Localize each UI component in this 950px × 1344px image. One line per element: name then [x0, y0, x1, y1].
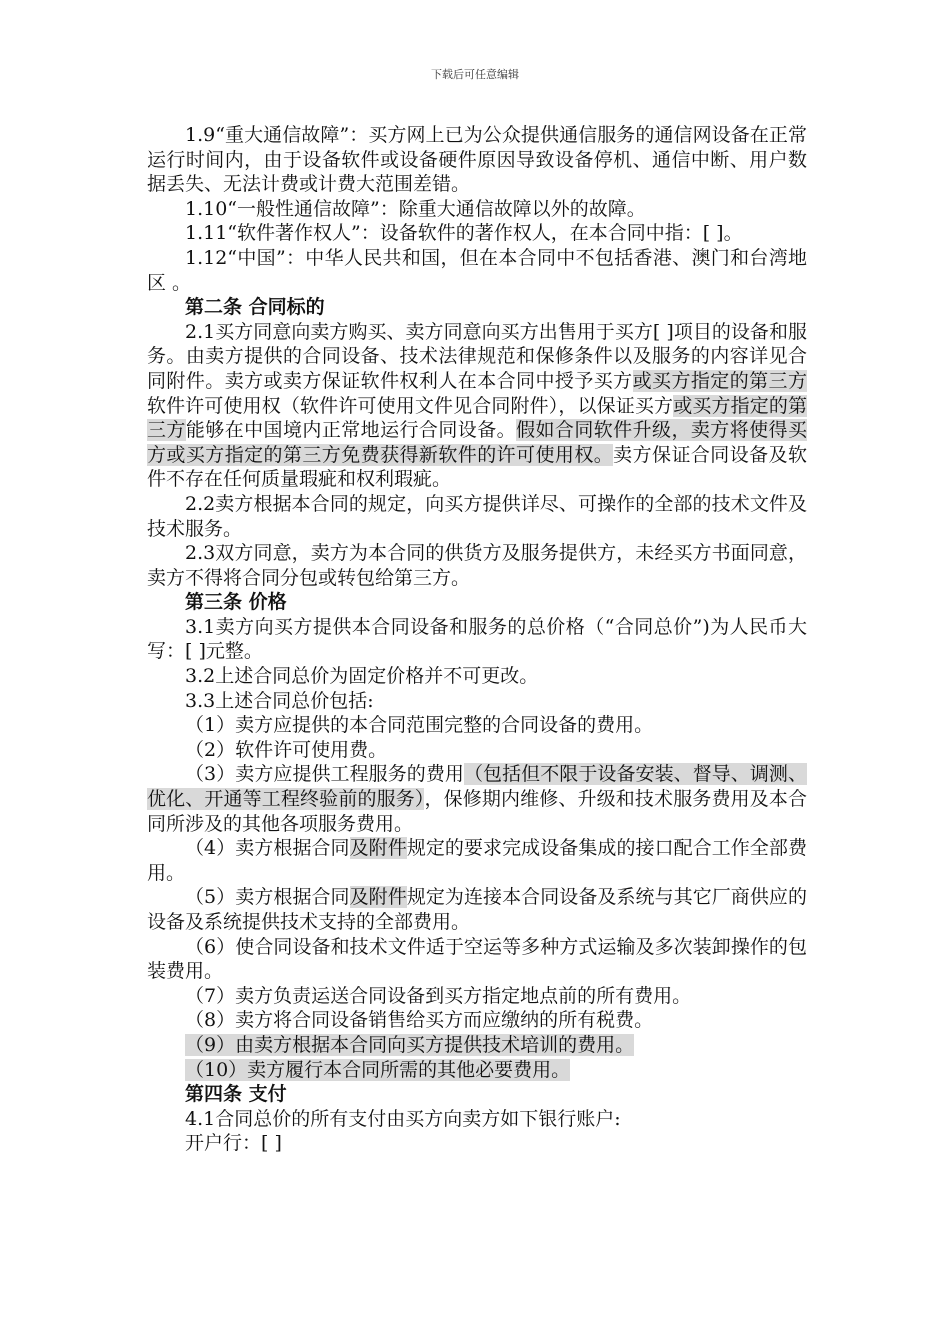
text-run: 3.3上述合同总价包括:	[185, 689, 374, 712]
text-run: 第三条 价格	[185, 591, 287, 614]
text-run: 第二条 合同标的	[185, 296, 325, 319]
paragraph	[147, 492, 807, 541]
paragraph	[147, 541, 807, 590]
text-run: （3）卖方应提供工程服务的费用	[185, 763, 464, 786]
paragraph	[147, 836, 807, 885]
page-header-note: 下载后可任意编辑	[431, 68, 519, 81]
text-run: （4）卖方根据合同	[185, 837, 350, 860]
paragraph	[147, 1008, 807, 1033]
text-run: 2.2卖方根据本合同的规定，向买方提供详尽、可操作的全部的技术文件及技术服务。	[147, 492, 807, 540]
highlighted-text: （10）卖方履行本合同所需的其他必要费用。	[185, 1058, 571, 1081]
paragraph	[147, 738, 807, 763]
highlighted-text: 或买方指定的第三方	[147, 394, 807, 442]
paragraph	[147, 1107, 807, 1132]
text-run: 2.3双方同意，卖方为本合同的供货方及服务提供方，未经买方书面同意，卖方不得将合同分包或转包给第三方。	[147, 542, 807, 589]
text-run: 4.1合同总价的所有支付由买方向卖方如下银行账户:	[185, 1107, 621, 1130]
text-run: 1.9“重大通信故障”：买方网上已为公众提供通信服务的通信网设备在正常运行时间内，由于设备软件或设备硬件原因导致设备停机、通信中断、用户数据丢失、无法计费或计费大范围差错。	[147, 124, 807, 196]
paragraph	[147, 885, 807, 934]
paragraph	[147, 984, 807, 1009]
paragraph	[147, 689, 807, 714]
highlighted-text: 或买方指定的第三方	[632, 369, 807, 392]
text-run: 1.10“一般性通信故障”：除重大通信故障以外的故障。	[185, 197, 646, 220]
paragraph	[147, 1033, 807, 1058]
paragraph	[147, 935, 807, 984]
text-run: ，保修期内维修、升级和技术服务费用及本合同所涉及的其他各项服务费用。	[147, 788, 807, 835]
text-run: 开户行：[ ]	[185, 1132, 282, 1155]
section-heading	[147, 1082, 807, 1107]
text-run: （6）使合同设备和技术文件适于空运等多种方式运输及多次装卸操作的包装费用。	[147, 935, 807, 983]
highlighted-text: （包括但不限于设备安装、督导、调测、优化、开通等工程终验前的服务）	[147, 763, 807, 811]
text-run: （8）卖方将合同设备销售给买方而应缴纳的所有税费。	[185, 1009, 654, 1032]
text-run: （1）卖方应提供的本合同范围完整的合同设备的费用。	[185, 714, 654, 737]
text-run: 2.1买方同意向卖方购买、卖方同意向买方出售用于买方[ ]项目的设备和服务。由卖方提供的合同设备、技术法律规范和保修条件以及服务的内容详见合同附件。卖方或卖方保证软件权利人在本合同中授予买方	[147, 320, 807, 392]
paragraph	[147, 664, 807, 689]
highlighted-text: 及附件	[349, 837, 407, 860]
text-run: 3.1卖方向买方提供本合同设备和服务的总价格（“合同总价”)为人民币大写：[ ]元整。	[147, 615, 807, 663]
section-heading	[147, 295, 807, 320]
paragraph	[147, 762, 807, 836]
paragraph	[147, 197, 807, 222]
text-run: 能够在中国境内正常地运行合同设备。	[185, 419, 517, 442]
text-run: 第四条 支付	[185, 1083, 287, 1106]
highlighted-text: 及附件	[349, 886, 407, 909]
paragraph	[147, 123, 807, 197]
text-run: 软件许可使用权（软件许可使用文件见合同附件），以保证买方	[147, 394, 674, 417]
text-run: （2）软件许可使用费。	[185, 738, 388, 761]
highlighted-text: （9）由卖方根据本合同向买方提供技术培训的费用。	[185, 1033, 635, 1056]
text-run: 规定为连接本合同设备及系统与其它厂商供应的设备及系统提供技术支持的全部费用。	[147, 886, 807, 933]
paragraph	[147, 320, 807, 492]
section-heading	[147, 590, 807, 615]
text-run: 规定的要求完成设备集成的接口配合工作全部费用。	[147, 837, 807, 884]
highlighted-text: 假如合同软件升级，卖方将使得买方或买方指定的第三方免费获得新软件的许可使用权。	[147, 419, 807, 466]
paragraph	[147, 1058, 807, 1083]
text-run: 1.11“软件著作权人”：设备软件的著作权人，在本合同中指：[ ]。	[185, 222, 743, 245]
paragraph	[147, 615, 807, 664]
text-run: 3.2上述合同总价为固定价格并不可更改。	[185, 665, 539, 688]
text-run: （5）卖方根据合同	[185, 886, 350, 909]
text-run: 卖方保证合同设备及软件不存在任何质量瑕疵和权利瑕疵。	[147, 443, 807, 491]
paragraph	[147, 221, 807, 246]
text-run: 1.12“中国”：中华人民共和国，但在本合同中不包括香港、澳门和台湾地区 。	[147, 246, 807, 294]
document-body	[147, 123, 807, 1156]
paragraph	[147, 713, 807, 738]
paragraph	[147, 1131, 807, 1156]
text-run: （7）卖方负责运送合同设备到买方指定地点前的所有费用。	[185, 984, 692, 1007]
paragraph	[147, 246, 807, 295]
